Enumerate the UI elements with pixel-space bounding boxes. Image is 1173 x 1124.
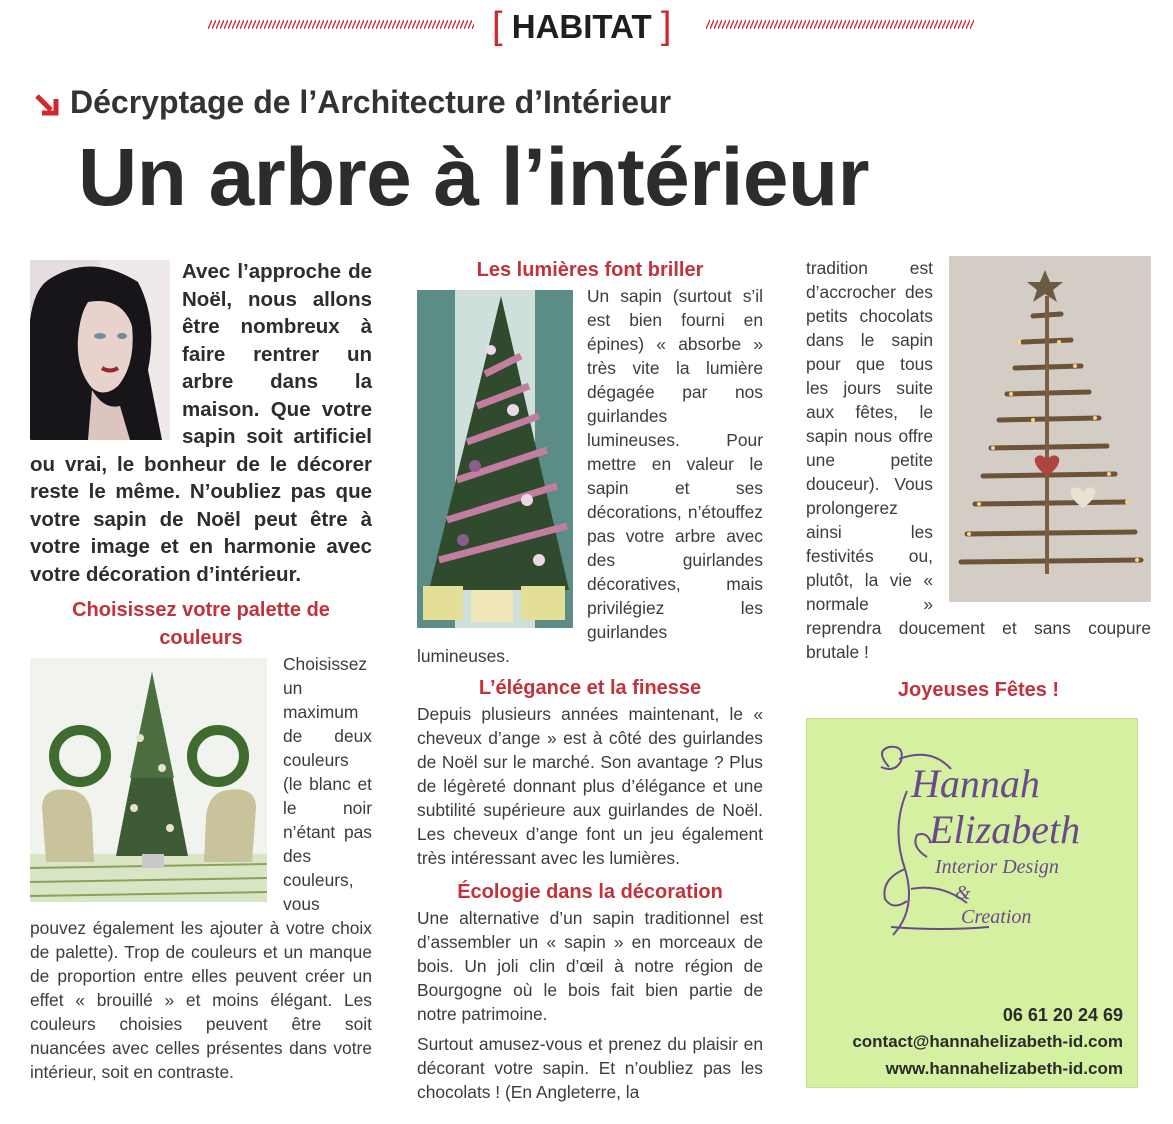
lights-text: Un sapin (surtout s’il est bien fourni en épines) « absorbe » très vite la lumière dégagée par nos guirlandes lumineuses. Pour mettre en valeur le sapin et ses décorations, n’étouffez pas votre arbre avec des guirlandes décoratives, mais privilégiez les guirlandes lumineuses. (417, 286, 763, 666)
advertisement (806, 718, 1138, 1088)
heading-lights: Les lumières font briller (476, 259, 704, 281)
hannah-elizabeth-logo (871, 739, 1121, 939)
ad-website[interactable]: www.hannahelizabeth-id.com (885, 1059, 1123, 1078)
ad-phone: 06 61 20 24 69 (1002, 1005, 1123, 1025)
logo-name-line1: Hannah (911, 761, 1040, 806)
column-2 (417, 256, 763, 1110)
bracket-close: ] (660, 5, 672, 47)
logo-ampersand: & (955, 882, 971, 904)
holiday-wish: Joyeuses Fêtes ! (897, 679, 1060, 701)
photo-pink-ribbon-tree (417, 290, 573, 628)
header-rule-left (208, 20, 474, 29)
logo-name-line2: Elizabeth (929, 807, 1081, 852)
heading-palette: Choisissez votre palette de couleurs (72, 599, 330, 649)
heading-ecology: Écologie dans la décoration (457, 881, 723, 903)
ecology-paragraph: Une alternative d’un sapin traditionnel est d’assembler un « sapin » en morceaux de bois. Un joli clin d’œil à notre région de Bourgogne où le bois fait bien partie de notre patrimoine. (417, 908, 763, 1024)
logo-tagline1: Interior Design (935, 856, 1059, 878)
photo-wooden-wall-tree (949, 256, 1151, 602)
author-portrait (30, 260, 170, 440)
intro-paragraph: Avec l’approche de Noël, nous allons être nombreux à faire rentrer un arbre dans la maison. Que votre sapin soit artificiel ou vrai, le bonheur de le décorer reste le même. N’oubliez pas que votre sapin de Noël peut être à votre image et en harmonie avec votre décoration d’intérieur. (30, 260, 372, 586)
section-label (492, 6, 692, 46)
ad-email[interactable]: contact@hannahelizabeth-id.com (852, 1032, 1123, 1051)
heading-elegance: L’élégance et la finesse (478, 677, 702, 699)
logo-tagline2: Creation (961, 906, 1032, 928)
elegance-paragraph: Depuis plusieurs années maintenant, le « cheveux d’ange » est à côté des guirlandes de Noël sur le marché. Son avantage ? Plus de légèreté donnant plus d’élégance et une subtilité supérieure aux guirlandes de Noël. Les cheveux d’ange font un jeu également très intéressant avec les lumières. (417, 704, 763, 868)
kicker-text: Décryptage de l’Architecture d’Intérieur (70, 84, 672, 120)
lights-paragraph (417, 284, 763, 668)
photo-living-room-tree (30, 658, 267, 902)
header-rule-right (706, 20, 974, 29)
kicker (32, 82, 671, 122)
palette-paragraph: Choisissez un maximum de deux couleurs (le blanc et le noir n’étant pas des couleurs, vous pouvez également les ajouter à votre choix de palette). Trop de couleurs et un manque de proportion entre elles peuvent créer un effet « brouillé » et moins élégant. Les couleurs choisies peuvent être soit nuancées avec celles présentes dans votre intérieur, soit en contraste. (30, 654, 372, 1082)
column-1 (30, 256, 372, 1090)
enjoy-paragraph: Surtout amusez-vous et prenez du plaisir en décorant votre sapin. Et n’oubliez pas les chocolats ! (En Angleterre, la (417, 1034, 763, 1102)
page-title: Un arbre à l’intérieur (78, 132, 870, 223)
bracket-open: [ (492, 5, 503, 47)
chocolate-paragraph: tradition est d’accrocher des petits chocolats dans le sapin pour que tous les jours suite aux fêtes, le sapin nous offre une petite douceur). Vous prolongerez ainsi les festivités ou, plutôt, la vie « normale » reprendra doucement et sans coupure brutale ! (806, 258, 1151, 662)
column-3 (806, 256, 1151, 1088)
arrow-down-right-icon (32, 88, 62, 118)
section-name: HABITAT (511, 8, 652, 45)
